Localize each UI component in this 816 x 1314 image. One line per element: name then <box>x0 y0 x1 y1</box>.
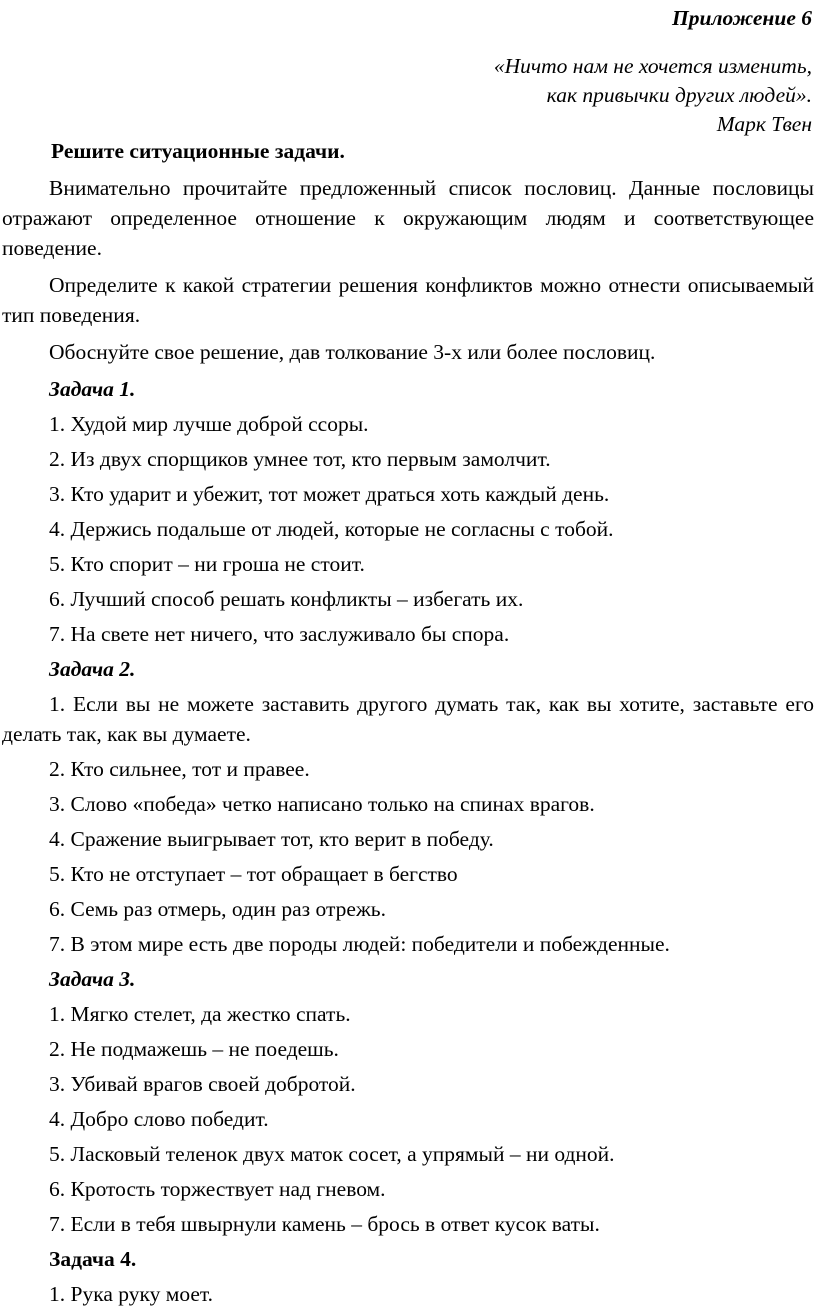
paragraph: Обоснуйте свое решение, дав толкование 3-х или более пословиц. <box>49 340 656 364</box>
section-heading: Решите ситуационные задачи. <box>51 139 345 163</box>
list-item: 6. Семь раз отмерь, один раз отрежь. <box>49 897 386 921</box>
epigraph-line: как привычки других людей». <box>546 83 812 107</box>
list-item: 7. В этом мире есть две породы людей: победители и побежденные. <box>49 932 670 956</box>
task-title: Задача 4. <box>49 1247 137 1271</box>
epigraph-line: «Ничто нам не хочется изменить, <box>493 54 812 78</box>
paragraph: Внимательно прочитайте предложенный список пословиц. Данные пословицы отражают определенное отношение к окружающим людям и соответствующее поведение. <box>2 176 814 260</box>
list-item: 5. Кто не отступает – тот обращает в бегство <box>49 862 458 886</box>
list-item: 1. Худой мир лучше доброй ссоры. <box>49 412 369 436</box>
paragraph: Определите к какой стратегии решения конфликтов можно отнести описываемый тип поведения. <box>2 273 814 327</box>
task-title: Задача 1. <box>49 377 136 401</box>
list-item: 3. Кто ударит и убежит, тот может драться хоть каждый день. <box>49 482 610 506</box>
list-item: 7. Если в тебя швырнули камень – брось в ответ кусок ваты. <box>49 1212 600 1236</box>
list-item: 6. Лучший способ решать конфликты – избегать их. <box>49 587 524 611</box>
epigraph <box>494 52 812 139</box>
list-item: 2. Кто сильнее, тот и правее. <box>49 757 310 781</box>
list-item: 3. Убивай врагов своей добротой. <box>49 1072 356 1096</box>
document-body <box>2 136 814 1314</box>
list-item: 3. Слово «победа» четко написано только на спинах врагов. <box>49 792 595 816</box>
list-item: 1. Мягко стелет, да жестко спать. <box>49 1002 351 1026</box>
list-item: 5. Ласковый теленок двух маток сосет, а упрямый – ни одной. <box>49 1142 615 1166</box>
list-item: 4. Добро слово победит. <box>49 1107 269 1131</box>
list-item: 2. Из двух спорщиков умнее тот, кто первым замолчит. <box>49 447 551 471</box>
list-item: 2. Не подмажешь – не поедешь. <box>49 1037 339 1061</box>
appendix-label: Приложение 6 <box>672 6 812 30</box>
epigraph-author: Марк Твен <box>716 112 812 136</box>
list-item: 1. Рука руку моет. <box>49 1282 214 1306</box>
list-item: 6. Кротость торжествует над гневом. <box>49 1177 386 1201</box>
list-item: 1. Если вы не можете заставить другого думать так, как вы хотите, заставьте его делать так, как вы думаете. <box>2 692 814 746</box>
list-item: 4. Сражение выигрывает тот, кто верит в победу. <box>49 827 494 851</box>
list-item: 7. На свете нет ничего, что заслуживало бы спора. <box>49 622 510 646</box>
list-item: 5. Кто спорит – ни гроша не стоит. <box>49 552 365 576</box>
list-item: 4. Держись подальше от людей, которые не согласны с тобой. <box>49 517 614 541</box>
task-title: Задача 2. <box>49 657 136 681</box>
task-title: Задача 3. <box>49 967 136 991</box>
